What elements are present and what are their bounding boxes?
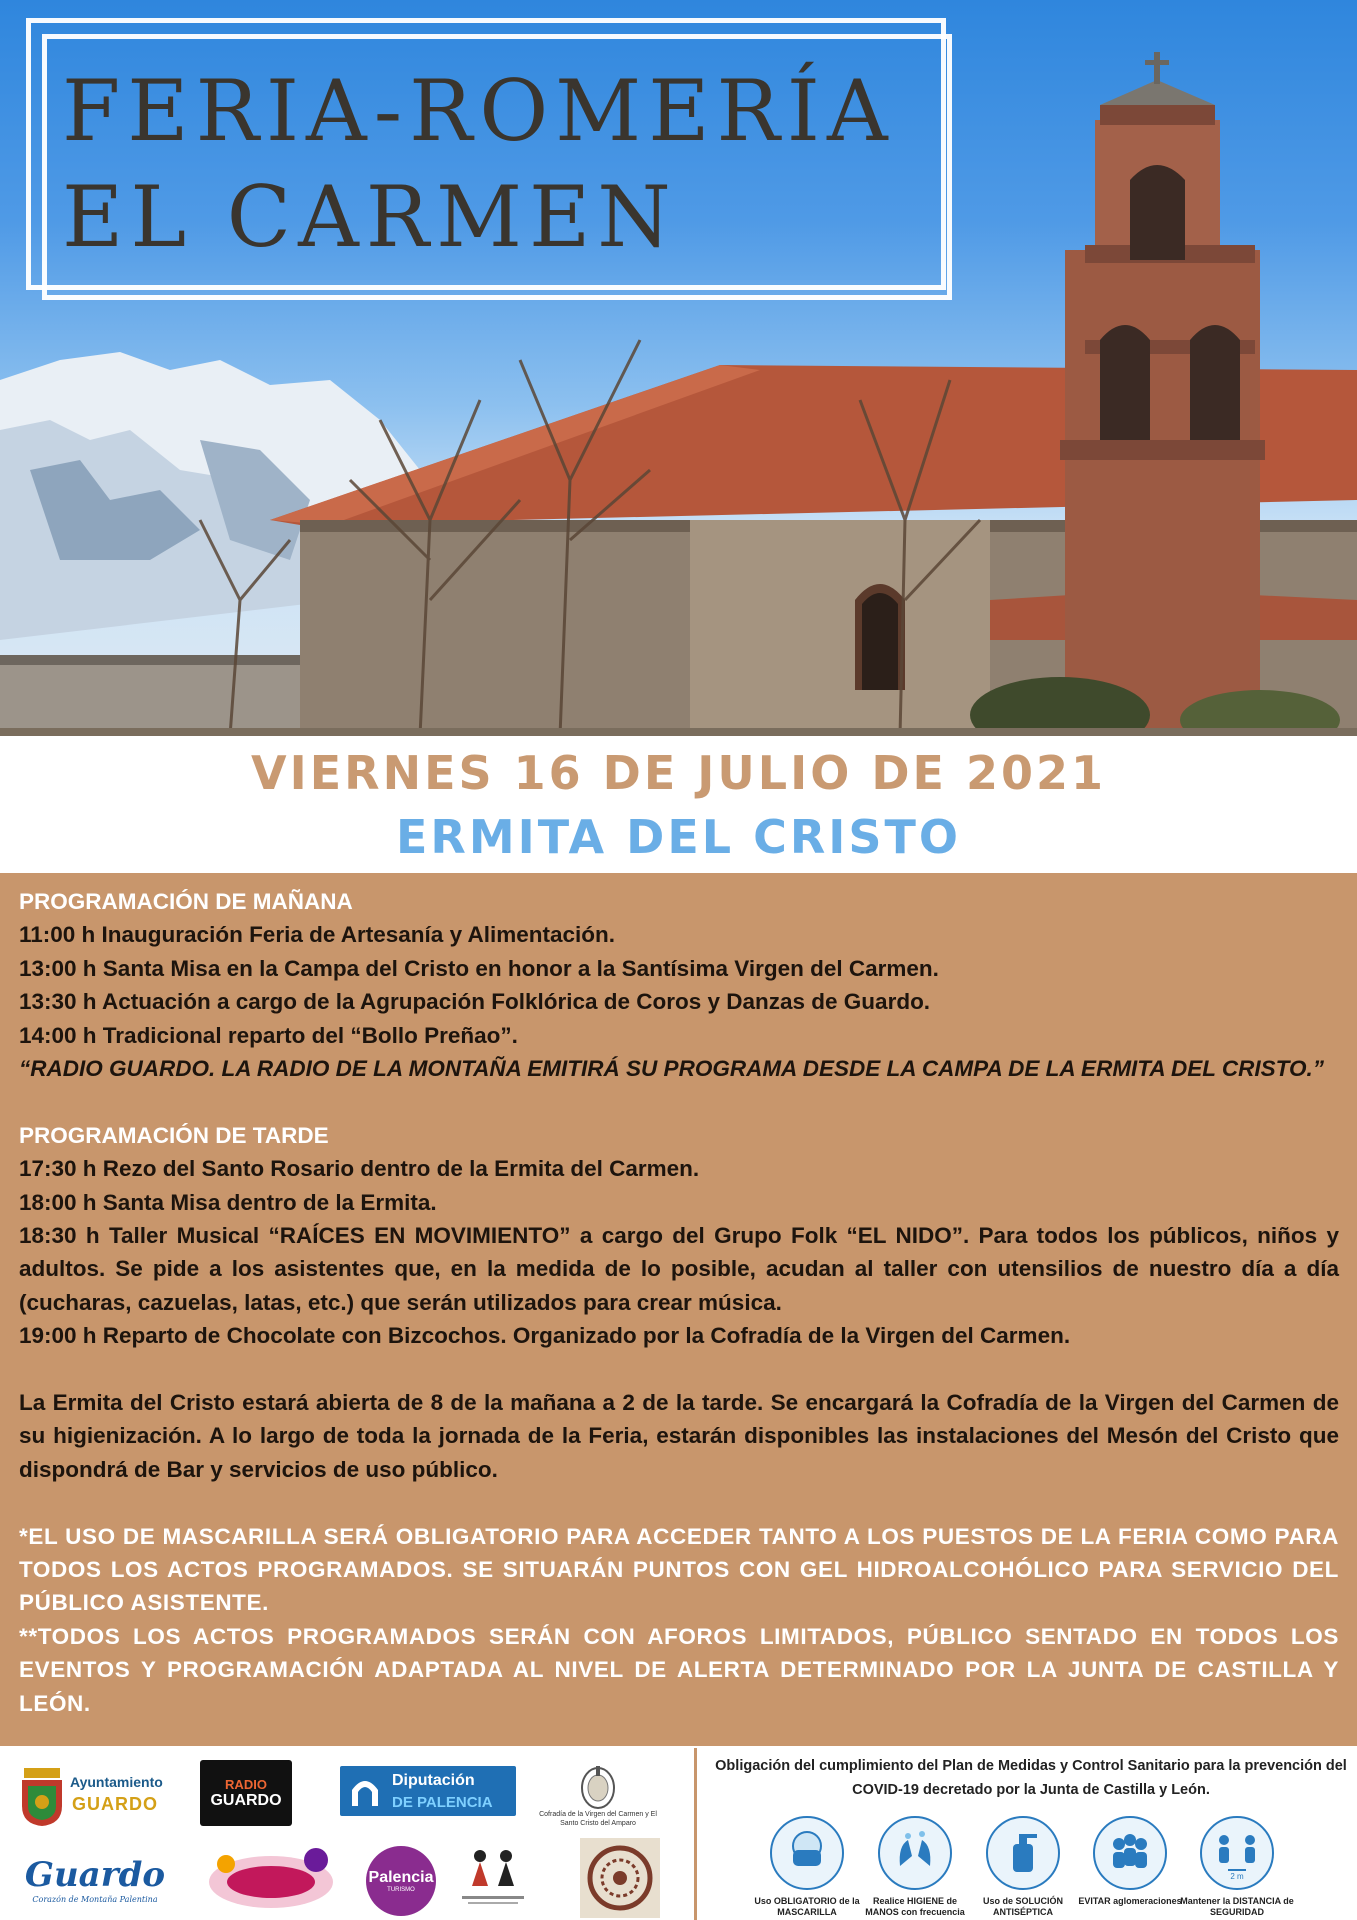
measure-label: Mantener la DISTANCIA de SEGURIDAD: [1180, 1896, 1294, 1917]
cofradia-logo: [538, 1754, 658, 1838]
morning-heading: PROGRAMACIÓN DE MAÑANA: [19, 889, 353, 914]
measure-label: EVITAR aglomeraciones: [1078, 1896, 1182, 1906]
footer-divider: [694, 1748, 697, 1920]
measure-label: Uso OBLIGATORIO de la MASCARILLA: [754, 1896, 860, 1917]
title-line-2: EL CARMEN: [62, 168, 678, 266]
agrupacion-folklorica-logo: [448, 1842, 538, 1916]
palencia-turismo-logo: [366, 1846, 436, 1916]
guardo-tourism-logo: [10, 1846, 180, 1912]
radio-logo-line1: RADIO: [225, 1776, 267, 1792]
leyenda-logo: [196, 1842, 346, 1916]
radio-note: “RADIO GUARDO. LA RADIO DE LA MONTAÑA EMITIRÁ SU PROGRAMA DESDE LA CAMPA DE LA ERMITA DEL CRISTO.”: [19, 1056, 1324, 1082]
palencia-sub: TURISMO: [387, 1887, 415, 1893]
event-place: ERMITA DEL CRISTO: [396, 810, 961, 864]
arch-icon: [348, 1774, 382, 1808]
afternoon-item: 18:30 h Taller Musical “RAÍCES EN MOVIMIENTO” a cargo del Grupo Folk “EL NIDO”. Para todos los públicos, niños y adultos. Se pide a los asistentes que, en la medida de lo posible, acudan al taller con utensilios de nuestro día a día (cucharas, cazuelas, latas, etc.) que serán utilizados para crear música.: [19, 1223, 1339, 1315]
footer: [0, 1746, 1357, 1920]
guardo-tagline: Corazón de Montaña Palentina: [32, 1894, 158, 1904]
covid-obligation-text: Obligación del cumplimiento del Plan de Medidas y Control Sanitario para la prevención del COVID-19 decretado por la Junta de Castilla y León.: [715, 1758, 1347, 1798]
mask-icon: [770, 1816, 844, 1890]
palencia-wordmark: Palencia: [368, 1869, 434, 1886]
ayuntamiento-guardo-logo: [14, 1758, 174, 1832]
program-text: [19, 885, 1339, 1720]
event-date: VIERNES 16 DE JULIO DE 2021: [251, 746, 1106, 800]
program-panel: [0, 873, 1357, 1746]
distance-icon: [1200, 1816, 1274, 1890]
ayuntamiento-label: Ayuntamiento: [70, 1774, 163, 1790]
afternoon-item: 18:00 h Santa Misa dentro de la Ermita.: [19, 1189, 437, 1215]
coat-of-arms-icon: [18, 1766, 66, 1828]
nest-emblem-icon: [585, 1843, 655, 1913]
hero-photo: [0, 0, 1357, 736]
radio-logo-line2: GUARDO: [210, 1791, 282, 1809]
dancers-icon: [448, 1842, 538, 1916]
el-nido-logo: [580, 1838, 660, 1918]
diputacion-label: Diputación: [392, 1772, 475, 1789]
ayuntamiento-town: GUARDO: [72, 1794, 158, 1814]
morning-item: 14:00 h Tradicional reparto del “Bollo Preñao”.: [19, 1022, 518, 1048]
event-title: [62, 58, 932, 270]
morning-item: 13:30 h Actuación a cargo de la Agrupación Folklórica de Coros y Danzas de Guardo.: [19, 989, 931, 1015]
diputacion-sub: DE PALENCIA: [392, 1794, 493, 1811]
mask-note: *EL USO DE MASCARILLA SERÁ OBLIGATORIO PARA ACCEDER TANTO A LOS PUESTOS DE LA FERIA COMO PARA TODOS LOS ACTOS PROGRAMADOS. SE SITUARÁN PUNTOS CON GEL HIDROALCOHÓLICO PARA SERVICIO DEL PÚBLICO ASISTENTE.: [19, 1523, 1339, 1616]
cofradia-label: Cofradía de la Virgen del Carmen y El Santo Cristo del Amparo: [539, 1811, 657, 1827]
hand-wash-icon: [878, 1816, 952, 1890]
cofradia-seal-icon: [579, 1764, 617, 1810]
distance-mark-text: 2 m: [1230, 1872, 1244, 1880]
sanitizer-icon: [986, 1816, 1060, 1890]
capacity-note: **TODOS LOS ACTOS PROGRAMADOS SERÁN CON AFOROS LIMITADOS, PÚBLICO SENTADO EN TODOS LOS EVENTOS Y PROGRAMACIÓN ADAPTADA AL NIVEL DE ALERTA DETERMINADO POR LA JUNTA DE CASTILLA Y LEÓN.: [19, 1623, 1339, 1716]
radio-guardo-logo: [200, 1760, 292, 1826]
diputacion-palencia-logo: [340, 1766, 516, 1816]
title-line-1: FERIA-ROMERÍA: [62, 62, 895, 160]
measure-label: Uso de SOLUCIÓN ANTISÉPTICA: [982, 1896, 1063, 1917]
leyenda-emblem-icon: [196, 1842, 346, 1916]
morning-item: 13:00 h Santa Misa en la Campa del Cristo en honor a la Santísima Virgen del Carmen.: [19, 955, 939, 981]
afternoon-item: 19:00 h Reparto de Chocolate con Bizcochos. Organizado por la Cofradía de la Virgen del Carmen.: [19, 1323, 1071, 1349]
afternoon-heading: PROGRAMACIÓN DE TARDE: [19, 1122, 329, 1148]
morning-item: 11:00 h Inauguración Feria de Artesanía y Alimentación.: [19, 922, 616, 948]
guardo-wordmark: Guardo: [24, 1854, 166, 1895]
info-paragraph: La Ermita del Cristo estará abierta de 8 de la mañana a 2 de la tarde. Se encargará la Cofradía de la Virgen del Carmen de su higienización. A lo largo de toda la jornada de la Feria, estarán disponibles las instalaciones del Mesón del Cristo que dispondrá de Bar y servicios de uso público.: [19, 1390, 1339, 1482]
crowd-icon: [1093, 1816, 1167, 1890]
measure-label: Realice HIGIENE de MANOS con frecuencia: [865, 1896, 965, 1917]
afternoon-item: 17:30 h Rezo del Santo Rosario dentro de la Ermita del Carmen.: [19, 1156, 700, 1182]
